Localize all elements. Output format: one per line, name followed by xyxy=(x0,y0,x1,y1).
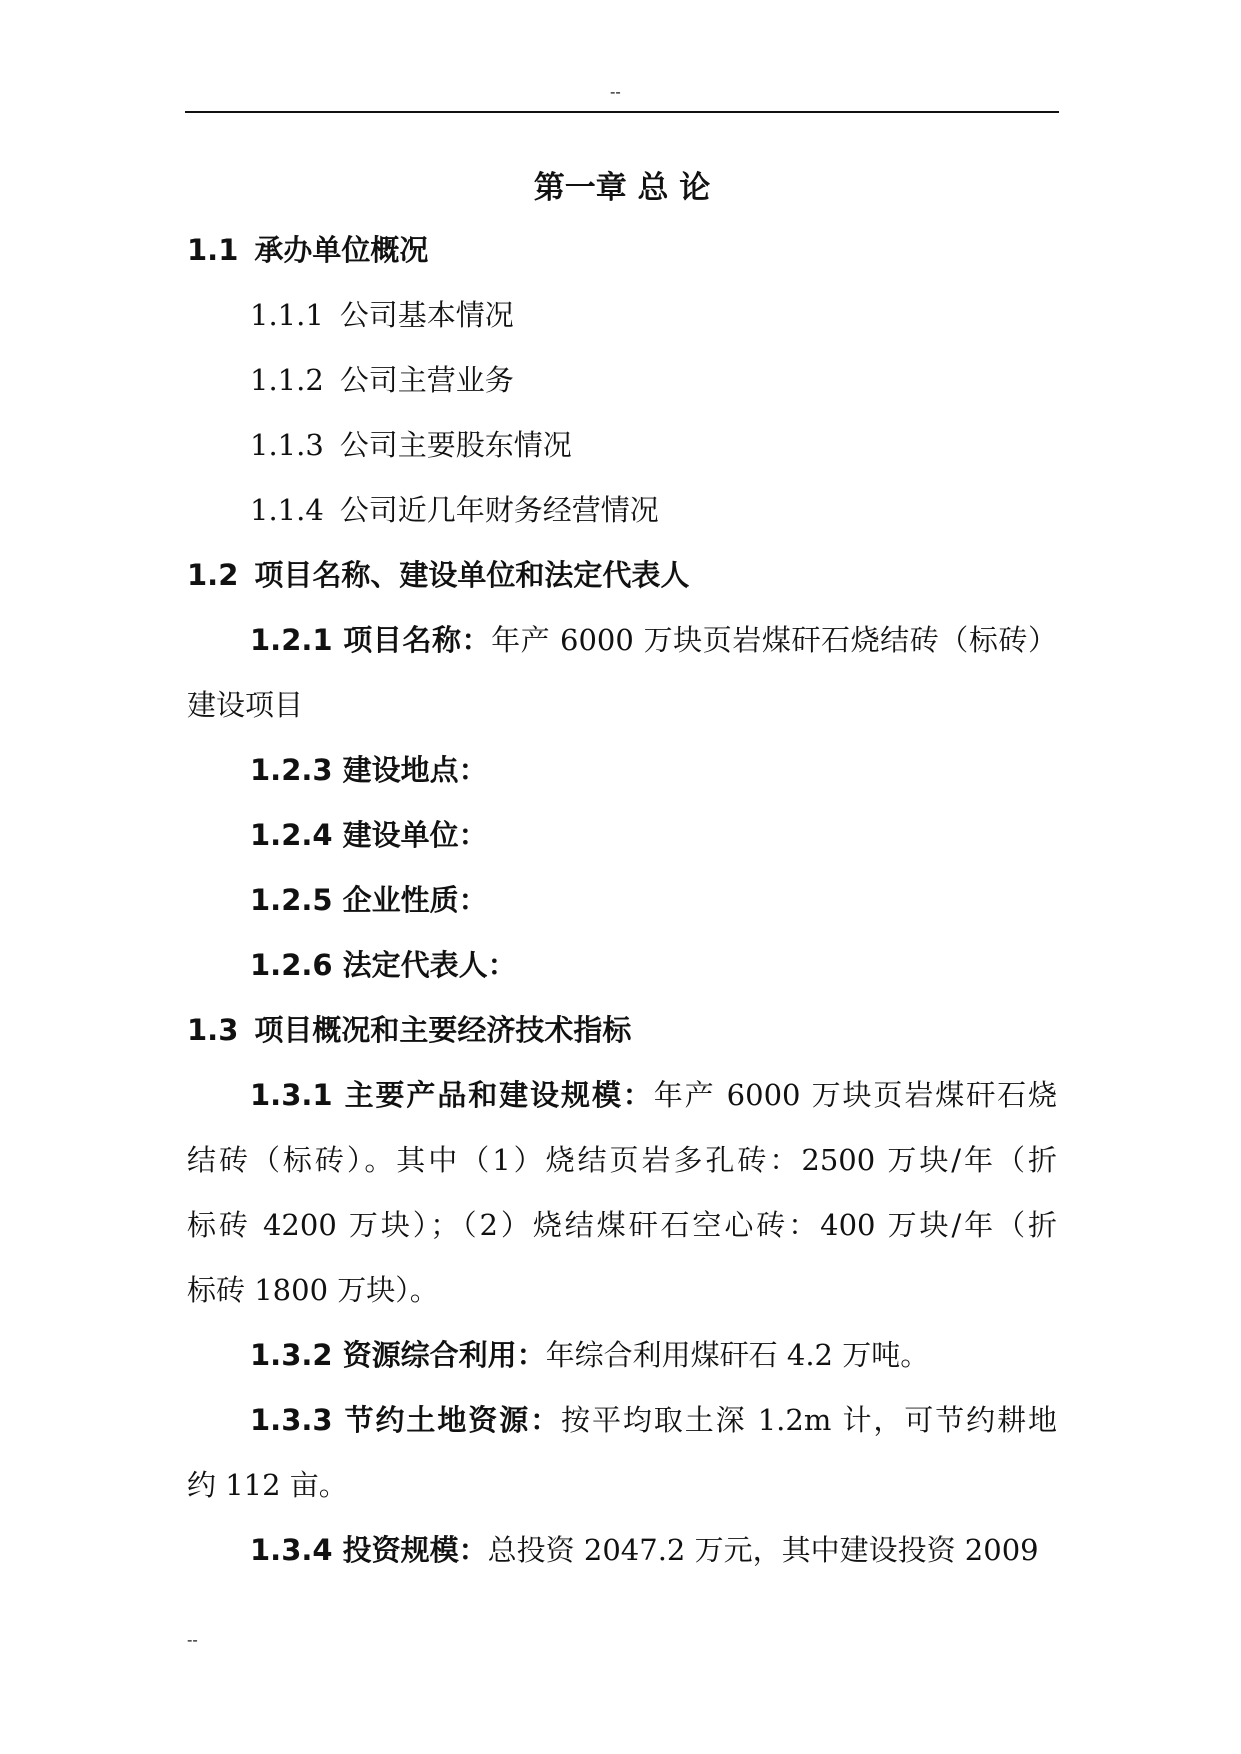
subsection-text: 公司近几年财务经营情况 xyxy=(339,493,659,527)
item-1-2-5: 1.2.5 企业性质： xyxy=(250,883,488,917)
paragraph-text: 年产 6000 万块页岩煤矸石烧结砖（标砖） xyxy=(491,623,1057,657)
subsection-text: 公司基本情况 xyxy=(339,298,514,332)
document-body xyxy=(187,158,1057,1583)
subsection-1-1-2 xyxy=(187,348,1057,413)
paragraph-text: 总投资 2047.2 万元，其中建设投资 2009 xyxy=(487,1533,1039,1567)
subsection-text: 公司主营业务 xyxy=(339,363,514,397)
subsection-1-1-3 xyxy=(187,413,1057,478)
paragraph-label: 1.3.3 节约土地资源： xyxy=(250,1403,562,1437)
paragraph-1-2-1 xyxy=(187,608,1057,738)
paragraph-1-3-4 xyxy=(187,1518,1057,1583)
subsection-number: 1.1.2 xyxy=(250,363,324,397)
section-number: 1.2 xyxy=(187,558,239,592)
subsection-number: 1.1.1 xyxy=(250,298,324,332)
paragraph-text: 按平均取土深 1.2m 计，可节约耕地 xyxy=(561,1403,1057,1437)
paragraph-label: 1.3.1 主要产品和建设规模： xyxy=(250,1078,654,1112)
paragraph-1-3-2 xyxy=(187,1323,1057,1388)
chapter-title: 第一章 总 论 xyxy=(533,170,711,206)
footer-mark: -- xyxy=(187,1630,198,1649)
subsection-number: 1.1.3 xyxy=(250,428,324,462)
item-1-2-3: 1.2.3 建设地点： xyxy=(250,753,488,787)
paragraph-line xyxy=(187,608,1057,673)
paragraph-text: 年综合利用煤矸石 4.2 万吨。 xyxy=(545,1338,930,1372)
paragraph-label: 1.3.2 资源综合利用： xyxy=(250,1338,546,1372)
paragraph-line: 标砖 4200 万块）；（2）烧结煤矸石空心砖：400 万块/年（折 xyxy=(187,1208,1057,1242)
subsection-text: 公司主要股东情况 xyxy=(339,428,572,462)
paragraph-label: 1.2.1 项目名称： xyxy=(250,623,492,657)
section-heading-1-1 xyxy=(187,218,1057,283)
section-title: 承办单位概况 xyxy=(254,233,429,267)
section-heading-1-3 xyxy=(187,998,1057,1063)
section-title: 项目名称、建设单位和法定代表人 xyxy=(254,558,690,592)
paragraph-1-3-1 xyxy=(187,1063,1057,1323)
paragraph-text: 年产 6000 万块页岩煤矸石烧 xyxy=(653,1078,1057,1112)
paragraph-line xyxy=(187,1063,1057,1128)
section-heading-1-2 xyxy=(187,543,1057,608)
paragraph-line xyxy=(187,1388,1057,1453)
paragraph-line: 约 112 亩。 xyxy=(187,1468,348,1502)
paragraph-line: 结砖（标砖）。其中（1）烧结页岩多孔砖：2500 万块/年（折 xyxy=(187,1143,1057,1177)
section-number: 1.1 xyxy=(187,233,239,267)
section-title: 项目概况和主要经济技术指标 xyxy=(254,1013,632,1047)
section-number: 1.3 xyxy=(187,1013,239,1047)
paragraph-line: 标砖 1800 万块）。 xyxy=(187,1273,439,1307)
paragraph-line: 建设项目 xyxy=(187,688,304,722)
item-1-2-6: 1.2.6 法定代表人： xyxy=(250,948,517,982)
header-mark: -- xyxy=(610,82,621,101)
subsection-number: 1.1.4 xyxy=(250,493,324,527)
item-1-2-4: 1.2.4 建设单位： xyxy=(250,818,488,852)
header-rule xyxy=(185,111,1059,113)
paragraph-1-3-3 xyxy=(187,1388,1057,1518)
subsection-1-1-4 xyxy=(187,478,1057,543)
paragraph-label: 1.3.4 投资规模： xyxy=(250,1533,488,1567)
subsection-1-1-1 xyxy=(187,283,1057,348)
